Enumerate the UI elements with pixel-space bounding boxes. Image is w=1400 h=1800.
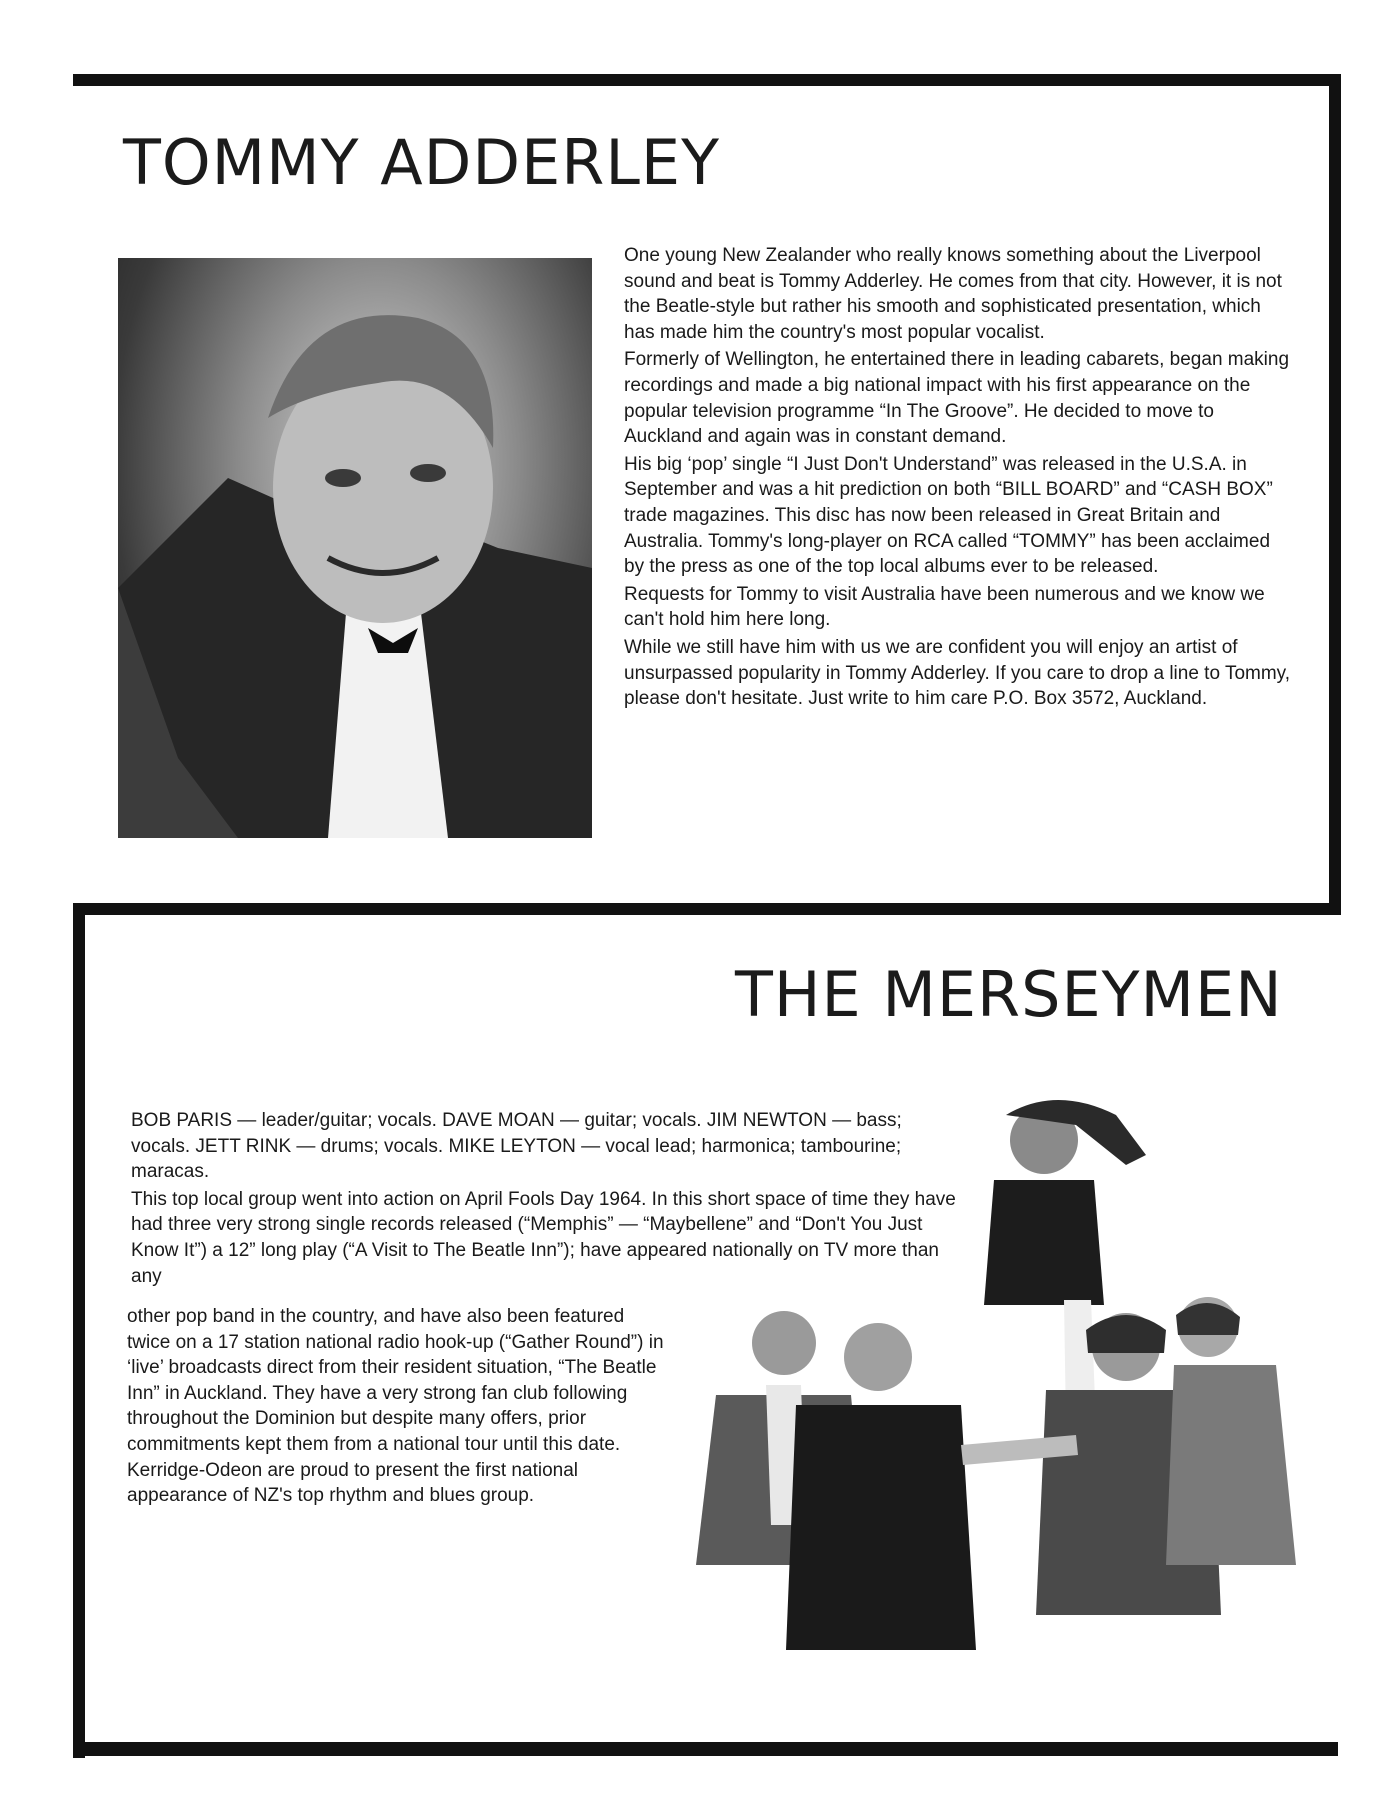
bio-paragraph: Formerly of Wellington, he entertained there in leading cabarets, began making recordings and made a big national impact with his first appearance on the popular television programme “In The Groove”. He decided to move to Auckland and again was in constant demand.	[624, 349, 1290, 448]
merseymen-history-text	[127, 1304, 667, 1511]
tommy-adderley-bio	[624, 243, 1292, 714]
middle-divider	[73, 903, 1341, 915]
tommy-adderley-title: TOMMY ADDERLEY	[123, 126, 720, 199]
top-border	[73, 74, 1341, 86]
merseymen-title: THE MERSEYMEN	[735, 958, 1283, 1031]
top-box-right-border	[1329, 74, 1341, 914]
bio-paragraph: While we still have him with us we are confident you will enjoy an artist of unsurpassed popularity in Tommy Adderley. If you care to drop a line to Tommy, please don't hesitate. Just write to him care P.O. Box 3572, Auckland.	[624, 636, 1291, 710]
bottom-box-left-border	[73, 903, 85, 1758]
bottom-border	[73, 1742, 1338, 1756]
history-paragraph-bottom: other pop band in the country, and have also been featured twice on a 17 station national radio hook-up (“Gather Round”) in ‘live’ broadcasts direct from their resident situation, “The Beatle Inn” in Auckland. They have a very strong fan club following throughout the Dominion but despite many offers, prior commitments kept them from a national tour until this date. Kerridge-Odeon are proud to present the first national appearance of NZ's top rhythm and blues group.	[127, 1306, 664, 1507]
bio-paragraph: His big ‘pop’ single “I Just Don't Understand” was released in the U.S.A. in September and was a hit prediction on both “BILL BOARD” and “CASH BOX” trade magazines. This disc has now been released in Great Britain and Australia. Tommy's long-player on RCA called “TOMMY” has been acclaimed by the press as one of the top local albums ever to be released.	[624, 453, 1273, 578]
bio-paragraph: One young New Zealander who really knows something about the Liverpool sound and beat is Tommy Adderley. He comes from that city. However, it is not the Beatle-style but rather his smooth and sophisticated presentation, which has made him the country's most popular vocalist.	[624, 245, 1282, 343]
bio-paragraph: Requests for Tommy to visit Australia have been numerous and we know we can't hold him here long.	[624, 583, 1265, 631]
merseymen-photo	[676, 1095, 1296, 1650]
lineup-paragraph: BOB PARIS — leader/guitar; vocals. DAVE MOAN — guitar; vocals. JIM NEWTON — bass; vocals. JETT RINK — drums; vocals. MIKE LEYTON — vocal lead; harmonica; tambourine; maracas.	[131, 1110, 902, 1183]
tommy-adderley-photo	[118, 258, 592, 838]
history-paragraph-top: This top local group went into action on April Fools Day 1964. In this short space of time they have had three very strong single records released (“Memphis” — “Maybellene” and “Don't You Just Know It”) a 12” long play (“A Visit to The Beatle Inn”); have appeared nationally on TV more than any	[131, 1188, 956, 1287]
